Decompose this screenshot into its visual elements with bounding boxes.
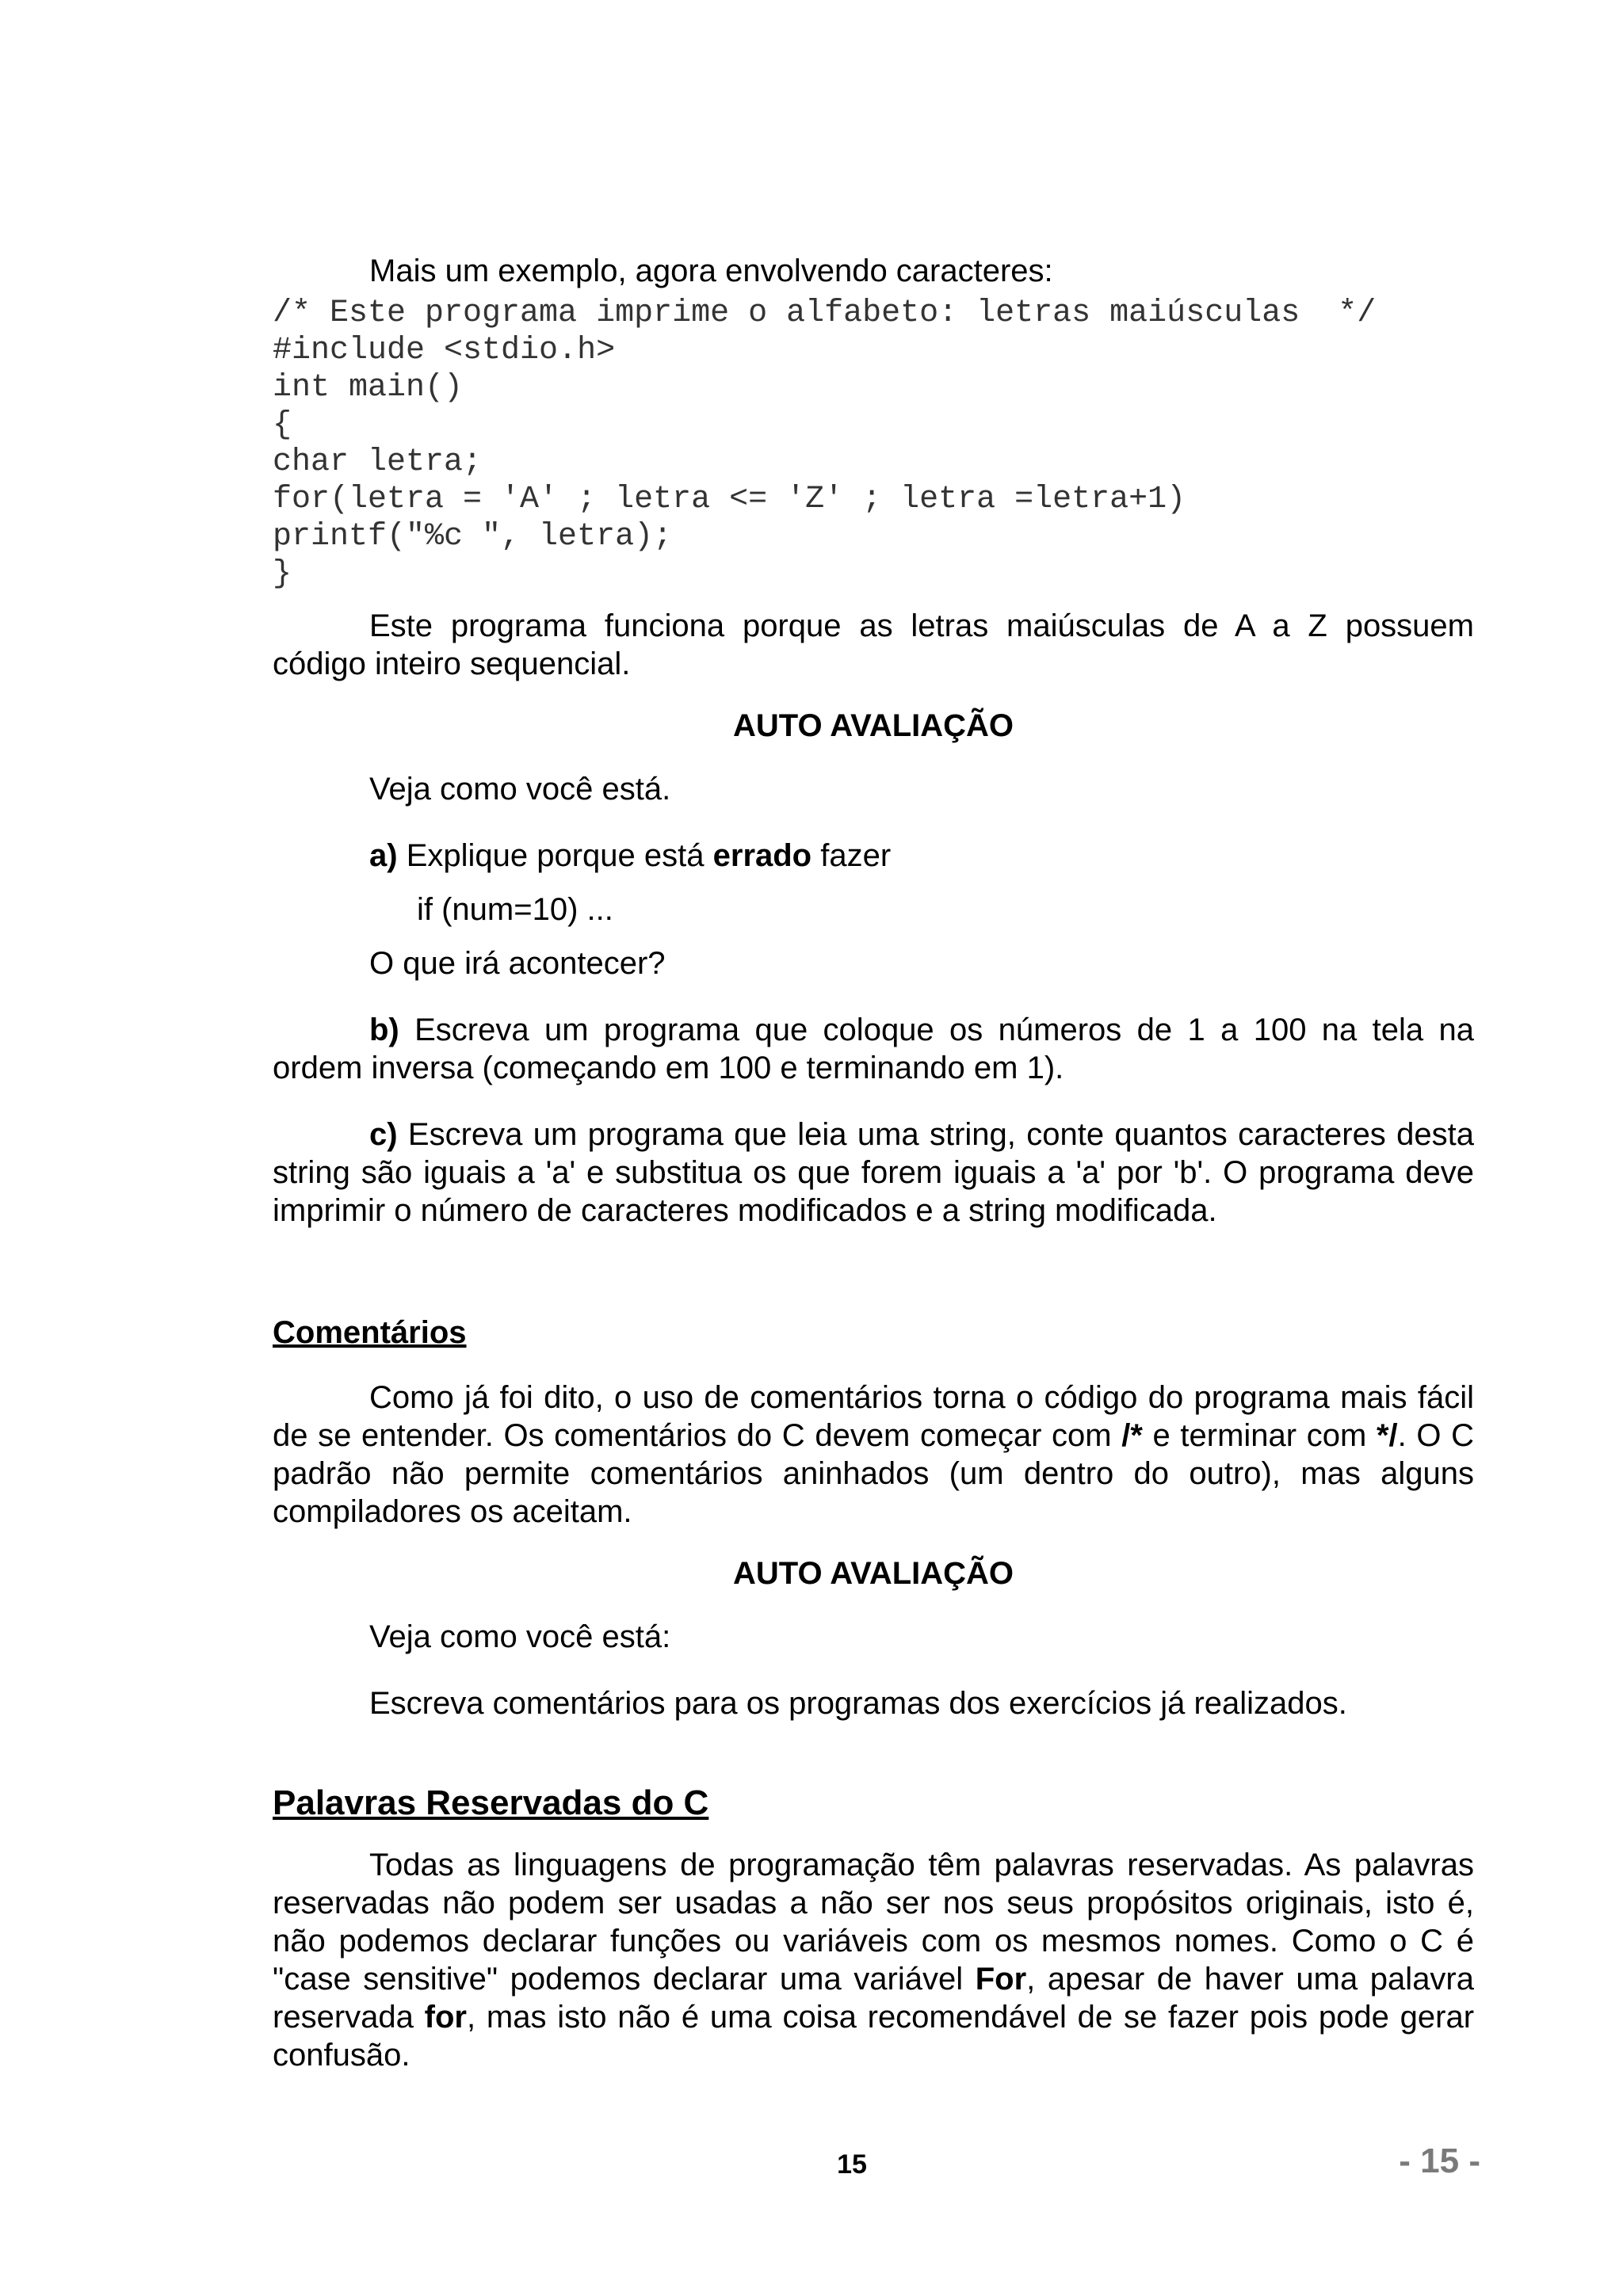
question-c (273, 1116, 1474, 1230)
question-b-label: b) (369, 1013, 399, 1047)
auto-eval-heading-2: AUTO AVALIAÇÃO (732, 1556, 1014, 1591)
comment-open-token: /* (1121, 1418, 1143, 1453)
palavras-emphasis-1: For (975, 1962, 1027, 1997)
auto-eval-intro-2: Veja como você está: (369, 1619, 671, 1654)
comentarios-paragraph (273, 1379, 1474, 1531)
palavras-text: Todas as linguagens de programação têm palavras reservadas. As palavras reservadas não podem ser usadas a não ser nos seus propósitos originais, isto é, não podemos declarar funções ou variáveis com os mesmos nomes. Como o C é "case sensitive" podemos declarar uma variável (273, 1848, 1474, 1997)
palavras-text-end: , mas isto não é uma coisa recomendável de se fazer pois pode gerar confusão. (273, 2000, 1475, 2073)
question-a (369, 837, 1474, 875)
question-c-label: c) (369, 1117, 398, 1152)
code-line: int main() (273, 370, 464, 406)
code-line: } (273, 556, 292, 592)
question-a-label: a) (369, 838, 398, 873)
comentarios-text-end: . O C padrão não permite comentários aninhados (um dentro do outro), mas alguns compiladores os aceitam. (273, 1418, 1474, 1529)
auto-eval-intro: Veja como você está. (369, 772, 671, 807)
document-page (273, 252, 1474, 2074)
palavras-text-mid: , apesar de haver uma palavra reservada (273, 1962, 1475, 2035)
palavras-paragraph (273, 1846, 1474, 2074)
question-c-text: Escreva um programa que leia uma string, conte quantos caracteres desta string são iguais a 'a' e substitua os que forem iguais a 'a' por 'b'. O programa deve imprimir o número de caracteres modificados e a string modificada. (273, 1117, 1474, 1228)
code-line: printf("%c ", letra); (273, 519, 673, 555)
question-a-text: Explique porque está (397, 838, 713, 873)
question-b (273, 1011, 1474, 1087)
comment-close-token: */ (1376, 1418, 1398, 1453)
comentarios-heading: Comentários (273, 1315, 467, 1350)
question-a-code: if (num=10) ... (417, 892, 613, 927)
code-line: for(letra = 'A' ; letra <= 'Z' ; letra =letra+1) (273, 482, 1186, 517)
question-a-question: O que irá acontecer? (369, 946, 666, 981)
palavras-heading: Palavras Reservadas do C (273, 1783, 709, 1822)
page-number-center: 15 (837, 2149, 867, 2180)
palavras-emphasis-2: for (424, 2000, 467, 2035)
question-b-text: Escreva um programa que coloque os números de 1 a 100 na tela na ordem inversa (começando em 100 e terminando em 1). (273, 1013, 1474, 1085)
auto-eval-task-2: Escreva comentários para os programas dos exercícios já realizados. (369, 1686, 1347, 1721)
page-number-right: - 15 - (1399, 2142, 1480, 2180)
code-block (273, 295, 1474, 593)
comentarios-text: Como já foi dito, o uso de comentários torna o código do programa mais fácil de se entender. Os comentários do C devem começar com (273, 1380, 1474, 1453)
comentarios-text-mid: e terminar com (1142, 1418, 1377, 1453)
question-a-emphasis: errado (712, 838, 812, 873)
code-line: #include <stdio.h> (273, 333, 616, 368)
explanation-paragraph: Este programa funciona porque as letras maiúsculas de A a Z possuem código inteiro sequencial. (273, 608, 1474, 681)
code-line: /* Este programa imprime o alfabeto: letras maiúsculas */ (273, 296, 1377, 331)
question-a-text-end: fazer (812, 838, 892, 873)
code-line: char letra; (273, 444, 483, 480)
intro-paragraph: Mais um exemplo, agora envolvendo caracteres: (369, 254, 1053, 288)
code-line: { (273, 407, 292, 443)
auto-eval-heading: AUTO AVALIAÇÃO (732, 708, 1014, 743)
